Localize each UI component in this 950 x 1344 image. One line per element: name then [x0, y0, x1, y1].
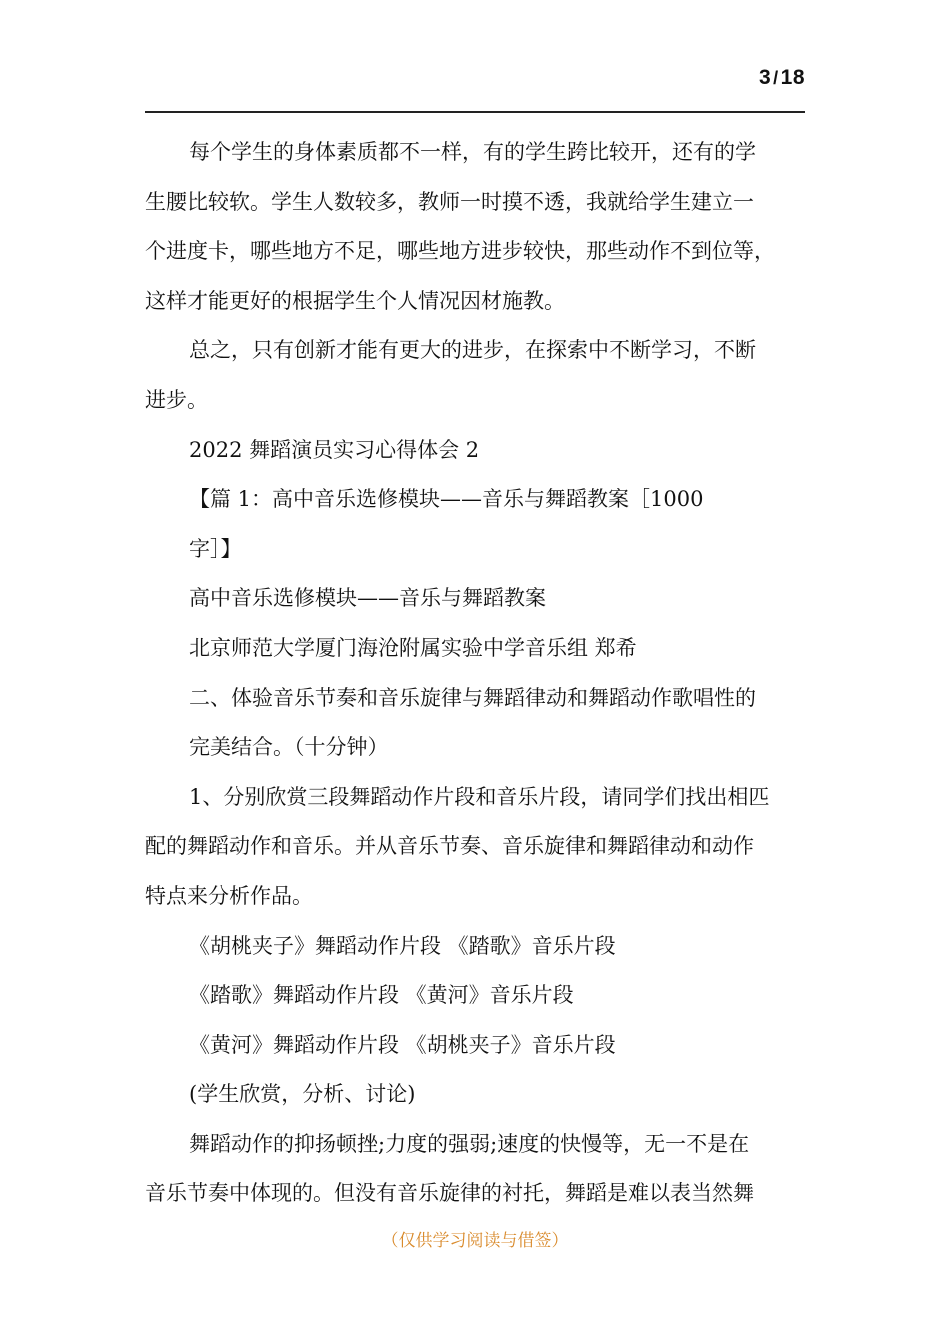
- text-line: 2022 舞蹈演员实习心得体会 2: [189, 437, 480, 462]
- text-line: 音乐节奏中体现的。但没有音乐旋律的衬托，舞蹈是难以表当然舞: [145, 1181, 754, 1206]
- current-page: 3: [758, 66, 772, 89]
- text-line: 个进度卡，哪些地方不足，哪些地方进步较快，那些动作不到位等，: [145, 239, 775, 264]
- text-line: 生腰比较软。学生人数较多，教师一时摸不透，我就给学生建立一: [145, 189, 754, 214]
- page-separator: /: [773, 68, 779, 88]
- text-line: 这样才能更好的根据学生个人情况因材施教。: [145, 288, 565, 313]
- document-body: [145, 128, 821, 1219]
- text-line: 高中音乐选修模块——音乐与舞蹈教案: [189, 586, 546, 611]
- page-number: [759, 66, 805, 90]
- text-line: 每个学生的身体素质都不一样，有的学生跨比较开，还有的学: [189, 140, 756, 164]
- footer-note: （仅供学习阅读与借签）: [381, 1231, 569, 1251]
- text-line: 字］】: [189, 536, 242, 561]
- text-line: 1、分别欣赏三段舞蹈动作片段和音乐片段，请同学们找出相匹: [189, 784, 770, 809]
- text-line: 北京师范大学厦门海沧附属实验中学音乐组 郑希: [189, 635, 637, 660]
- header-rule: [145, 111, 805, 113]
- text-line: 特点来分析作品。: [145, 883, 313, 908]
- text-line: 总之，只有创新才能有更大的进步，在探索中不断学习，不断: [189, 338, 756, 363]
- text-line: 《黄河》舞蹈动作片段 《胡桃夹子》音乐片段: [189, 1032, 616, 1057]
- text-line: 舞蹈动作的抑扬顿挫;力度的强弱;速度的快慢等，无一不是在: [189, 1131, 750, 1156]
- total-pages: 18: [780, 66, 805, 89]
- text-line: 完美结合。（十分钟）: [189, 735, 389, 760]
- text-line: 【篇 1：高中音乐选修模块——音乐与舞蹈教案［1000: [189, 487, 704, 512]
- text-line: 配的舞蹈动作和音乐。并从音乐节奏、音乐旋律和舞蹈律动和动作: [145, 834, 754, 859]
- text-line: 二、体验音乐节奏和音乐旋律与舞蹈律动和舞蹈动作歌唱性的: [189, 685, 756, 710]
- text-line: (学生欣赏，分析、讨论): [189, 1082, 416, 1107]
- text-line: 《踏歌》舞蹈动作片段 《黄河》音乐片段: [189, 983, 574, 1008]
- text-line: 进步。: [145, 387, 208, 412]
- text-line: 《胡桃夹子》舞蹈动作片段 《踏歌》音乐片段: [189, 933, 616, 958]
